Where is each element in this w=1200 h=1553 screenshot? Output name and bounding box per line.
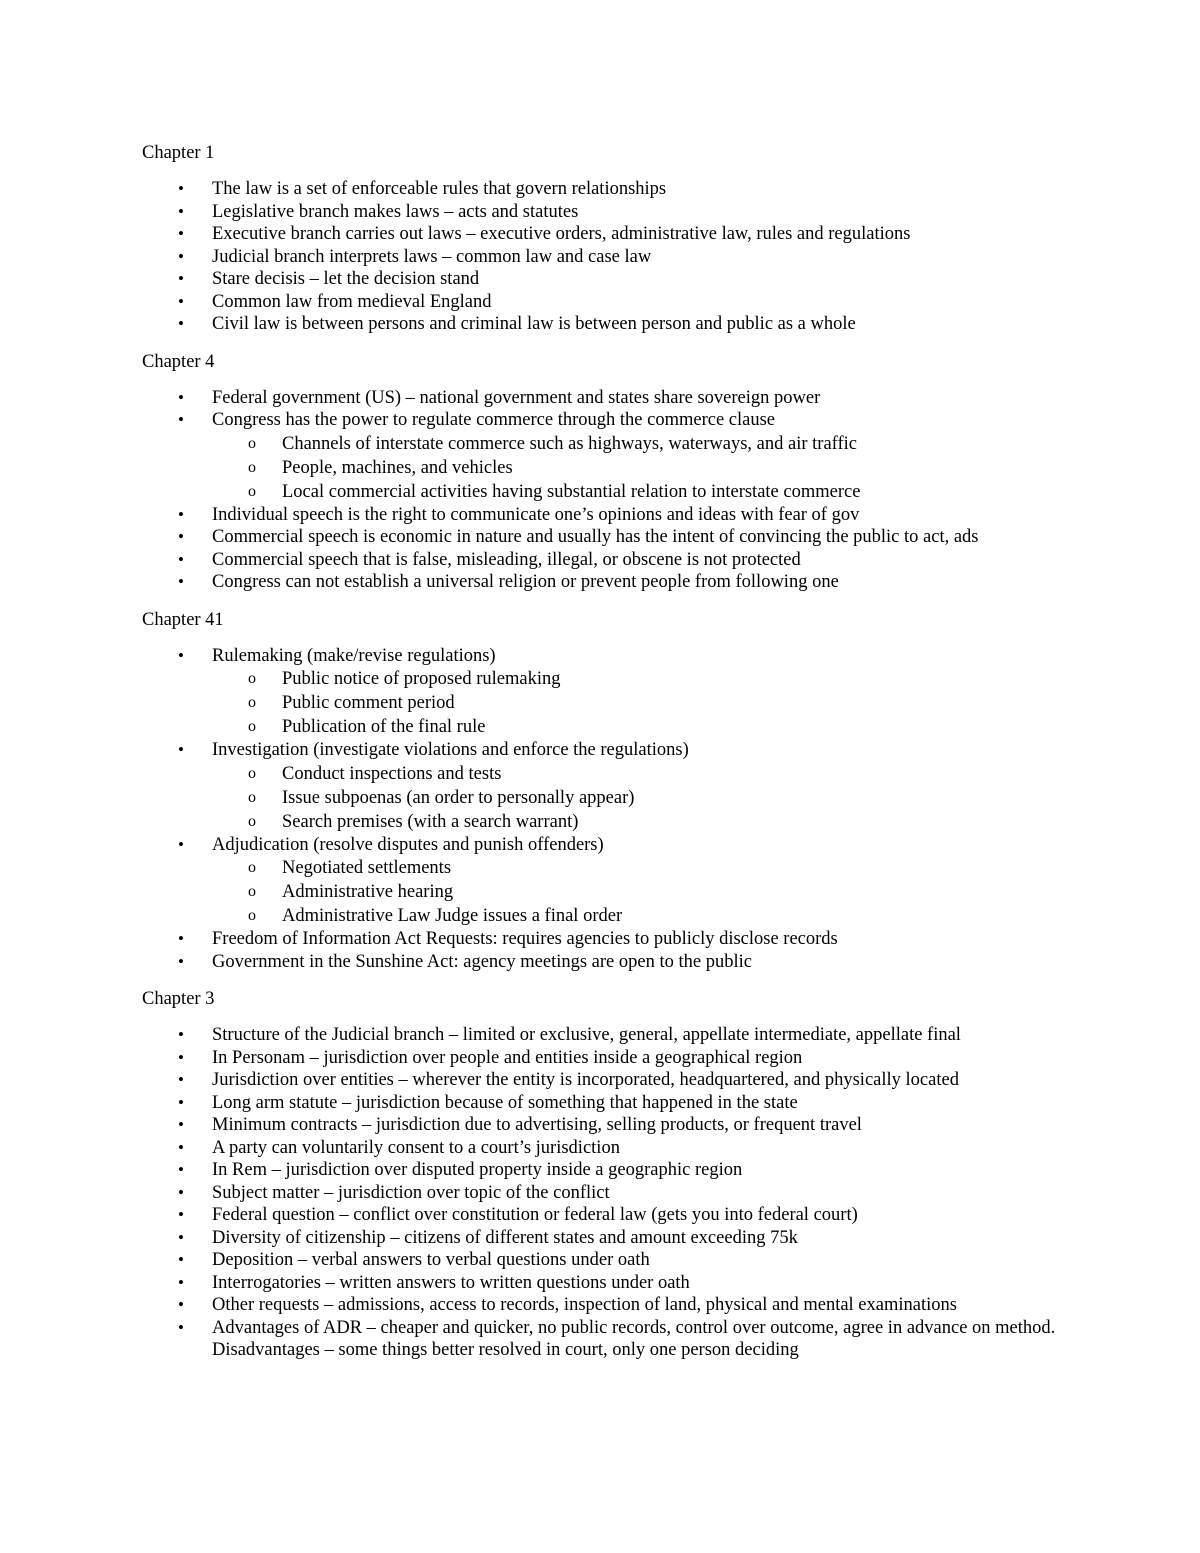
list-item-text: Legislative branch makes laws – acts and statutes	[212, 201, 579, 222]
list-item-text: Freedom of Information Act Requests: requires agencies to publicly disclose records	[212, 929, 838, 949]
circle-bullet-icon: o	[248, 434, 256, 452]
list-item	[142, 223, 1062, 246]
circle-bullet-icon: o	[248, 859, 256, 876]
bullet-icon: •	[178, 410, 184, 429]
sub-list-item	[212, 786, 1062, 810]
bullet-icon: •	[178, 1070, 184, 1089]
bullet-icon: •	[178, 740, 184, 759]
sub-list-item-text: Negotiated settlements	[282, 858, 452, 878]
sub-list-item	[212, 432, 1062, 456]
bullet-icon: •	[178, 314, 184, 333]
bullet-icon: •	[178, 1182, 184, 1202]
list-item-text: The law is a set of enforceable rules that govern relationships	[212, 179, 667, 199]
list-item	[142, 1047, 1062, 1070]
list-item	[142, 313, 1062, 336]
list-item	[142, 1317, 1062, 1362]
bullet-list	[142, 387, 1062, 594]
list-item-text: Minimum contracts – jurisdiction due to advertising, selling products, or frequent travel	[212, 1115, 862, 1135]
list-item-text: In Personam – jurisdiction over people and entities inside a geographical region	[212, 1047, 803, 1068]
bullet-icon: •	[178, 834, 184, 854]
list-item-text: Executive branch carries out laws – executive orders, administrative law, rules and regulations	[212, 224, 911, 244]
bullet-icon: •	[178, 1250, 184, 1269]
circle-bullet-icon: o	[248, 670, 256, 687]
bullet-icon: •	[178, 1115, 184, 1134]
circle-bullet-icon: o	[248, 694, 256, 711]
list-item	[142, 1159, 1062, 1182]
sub-list-item	[212, 880, 1062, 904]
list-item-text: Other requests – admissions, access to records, inspection of land, physical and mental examinations	[212, 1295, 957, 1315]
sub-list-item-text: Administrative hearing	[282, 882, 454, 902]
list-item-text: Advantages of ADR – cheaper and quicker, no public records, control over outcome, agree in advance on method. Disadvantages – some things better resolved in court, only one person deciding	[212, 1317, 1056, 1360]
sub-list-item	[212, 456, 1062, 480]
bullet-icon: •	[178, 1317, 184, 1337]
sub-list-item	[212, 715, 1062, 739]
bullet-icon: •	[178, 291, 184, 311]
list-item	[142, 1272, 1062, 1295]
list-item	[142, 504, 1062, 527]
list-item-text: Commercial speech is economic in nature and usually has the intent of convincing the public to act, ads	[212, 527, 979, 547]
bullet-icon: •	[178, 179, 184, 198]
bullet-icon: •	[178, 1047, 184, 1067]
bullet-icon: •	[178, 549, 184, 569]
list-item	[142, 268, 1062, 291]
list-item	[142, 928, 1062, 951]
list-item-text: Jurisdiction over entities – wherever the entity is incorporated, headquartered, and physically located	[212, 1070, 959, 1090]
chapter-section	[142, 608, 1062, 974]
list-item-text: Civil law is between persons and criminal law is between person and public as a whole	[212, 314, 856, 334]
sub-bullet-list	[142, 432, 1062, 504]
sub-list-item	[212, 810, 1062, 834]
circle-bullet-icon: o	[248, 883, 256, 900]
chapter-heading: Chapter 41	[142, 609, 224, 630]
list-item	[142, 834, 1062, 929]
list-item-text: Federal government (US) – national government and states share sovereign power	[212, 387, 821, 408]
sub-list-item-text: Conduct inspections and tests	[282, 763, 502, 784]
list-item	[142, 201, 1062, 224]
list-item-text: Common law from medieval England	[212, 291, 492, 312]
bullet-icon: •	[178, 929, 184, 948]
sub-list-item	[212, 762, 1062, 786]
bullet-icon: •	[178, 1295, 184, 1314]
list-item	[142, 1137, 1062, 1160]
sub-list-item-text: Administrative Law Judge issues a final order	[282, 906, 623, 926]
list-item	[142, 1294, 1062, 1317]
list-item-text: Rulemaking (make/revise regulations)	[212, 645, 496, 666]
sub-bullet-list	[142, 667, 1062, 739]
bullet-icon: •	[178, 269, 184, 288]
list-item	[142, 1024, 1062, 1047]
circle-bullet-icon: o	[248, 718, 256, 735]
bullet-icon: •	[178, 527, 184, 546]
bullet-icon: •	[178, 1092, 184, 1112]
list-item-text: Subject matter – jurisdiction over topic of the conflict	[212, 1182, 610, 1203]
sub-list-item	[212, 904, 1062, 928]
list-item-text: Congress has the power to regulate commerce through the commerce clause	[212, 410, 776, 430]
chapter-section	[142, 987, 1062, 1362]
bullet-icon: •	[178, 387, 184, 407]
list-item-text: Long arm statute – jurisdiction because of something that happened in the state	[212, 1092, 798, 1113]
document-body	[142, 141, 1062, 1376]
sub-list-item-text: Public comment period	[282, 693, 455, 713]
list-item	[142, 1249, 1062, 1272]
list-item-text: Interrogatories – written answers to written questions under oath	[212, 1272, 690, 1293]
list-item	[142, 1069, 1062, 1092]
list-item	[142, 1204, 1062, 1227]
list-item-text: In Rem – jurisdiction over disputed property inside a geographic region	[212, 1160, 743, 1180]
sub-list-item-text: Local commercial activities having substantial relation to interstate commerce	[282, 481, 861, 502]
bullet-icon: •	[178, 1227, 184, 1247]
circle-bullet-icon: o	[248, 812, 256, 830]
list-item-text: Stare decisis – let the decision stand	[212, 269, 480, 289]
bullet-icon: •	[178, 1272, 184, 1292]
list-item	[142, 1092, 1062, 1115]
sub-list-item-text: Search premises (with a search warrant)	[282, 811, 579, 832]
list-item-text: Investigation (investigate violations and enforce the regulations)	[212, 740, 689, 760]
sub-list-item-text: Channels of interstate commerce such as highways, waterways, and air traffic	[282, 433, 858, 454]
bullet-list	[142, 1024, 1062, 1362]
sub-bullet-list	[142, 856, 1062, 928]
circle-bullet-icon: o	[248, 764, 256, 782]
bullet-list	[142, 645, 1062, 974]
list-item-text: Deposition – verbal answers to verbal questions under oath	[212, 1250, 650, 1270]
bullet-icon: •	[178, 951, 184, 971]
sub-list-item	[212, 480, 1062, 504]
list-item	[142, 571, 1062, 594]
list-item-text: Congress can not establish a universal religion or prevent people from following one	[212, 572, 839, 592]
list-item-text: Judicial branch interprets laws – common law and case law	[212, 246, 652, 267]
chapter-section	[142, 350, 1062, 594]
list-item	[142, 1114, 1062, 1137]
bullet-icon: •	[178, 504, 184, 524]
list-item-text: Commercial speech that is false, misleading, illegal, or obscene is not protected	[212, 549, 801, 570]
bullet-icon: •	[178, 246, 184, 266]
list-item	[142, 1227, 1062, 1250]
bullet-icon: •	[178, 645, 184, 665]
list-item-text: A party can voluntarily consent to a court’s jurisdiction	[212, 1137, 620, 1158]
circle-bullet-icon: o	[248, 907, 256, 924]
circle-bullet-icon: o	[248, 788, 256, 806]
circle-bullet-icon: o	[248, 458, 256, 476]
list-item	[142, 526, 1062, 549]
chapter-heading: Chapter 4	[142, 351, 215, 372]
sub-list-item	[212, 691, 1062, 715]
bullet-icon: •	[178, 224, 184, 243]
chapter-heading: Chapter 3	[142, 989, 215, 1009]
bullet-icon: •	[178, 201, 184, 221]
sub-bullet-list	[142, 762, 1062, 834]
chapter-heading: Chapter 1	[142, 143, 215, 163]
bullet-icon: •	[178, 572, 184, 591]
list-item-text: Government in the Sunshine Act: agency meetings are open to the public	[212, 951, 752, 972]
list-item	[142, 409, 1062, 504]
bullet-icon: •	[178, 1025, 184, 1044]
list-item	[142, 739, 1062, 834]
sub-list-item	[212, 856, 1062, 880]
list-item	[142, 951, 1062, 974]
list-item	[142, 178, 1062, 201]
bullet-icon: •	[178, 1137, 184, 1157]
sub-list-item-text: Publication of the final rule	[282, 717, 486, 737]
sub-list-item-text: Issue subpoenas (an order to personally appear)	[282, 787, 635, 808]
list-item	[142, 549, 1062, 572]
list-item-text: Structure of the Judicial branch – limited or exclusive, general, appellate intermediate, appellate final	[212, 1025, 961, 1045]
list-item-text: Diversity of citizenship – citizens of different states and amount exceeding 75k	[212, 1227, 798, 1248]
circle-bullet-icon: o	[248, 482, 256, 500]
sub-list-item-text: Public notice of proposed rulemaking	[282, 669, 561, 689]
bullet-list	[142, 178, 1062, 336]
list-item	[142, 291, 1062, 314]
bullet-icon: •	[178, 1160, 184, 1179]
list-item-text: Federal question – conflict over constitution or federal law (gets you into federal court)	[212, 1205, 858, 1225]
list-item-text: Individual speech is the right to communicate one’s opinions and ideas with fear of gov	[212, 504, 860, 525]
list-item-text: Adjudication (resolve disputes and punish offenders)	[212, 834, 604, 855]
sub-list-item-text: People, machines, and vehicles	[282, 457, 513, 478]
bullet-icon: •	[178, 1205, 184, 1224]
list-item	[142, 246, 1062, 269]
list-item	[142, 645, 1062, 740]
list-item	[142, 1182, 1062, 1205]
chapter-section	[142, 141, 1062, 336]
list-item	[142, 387, 1062, 410]
sub-list-item	[212, 667, 1062, 691]
